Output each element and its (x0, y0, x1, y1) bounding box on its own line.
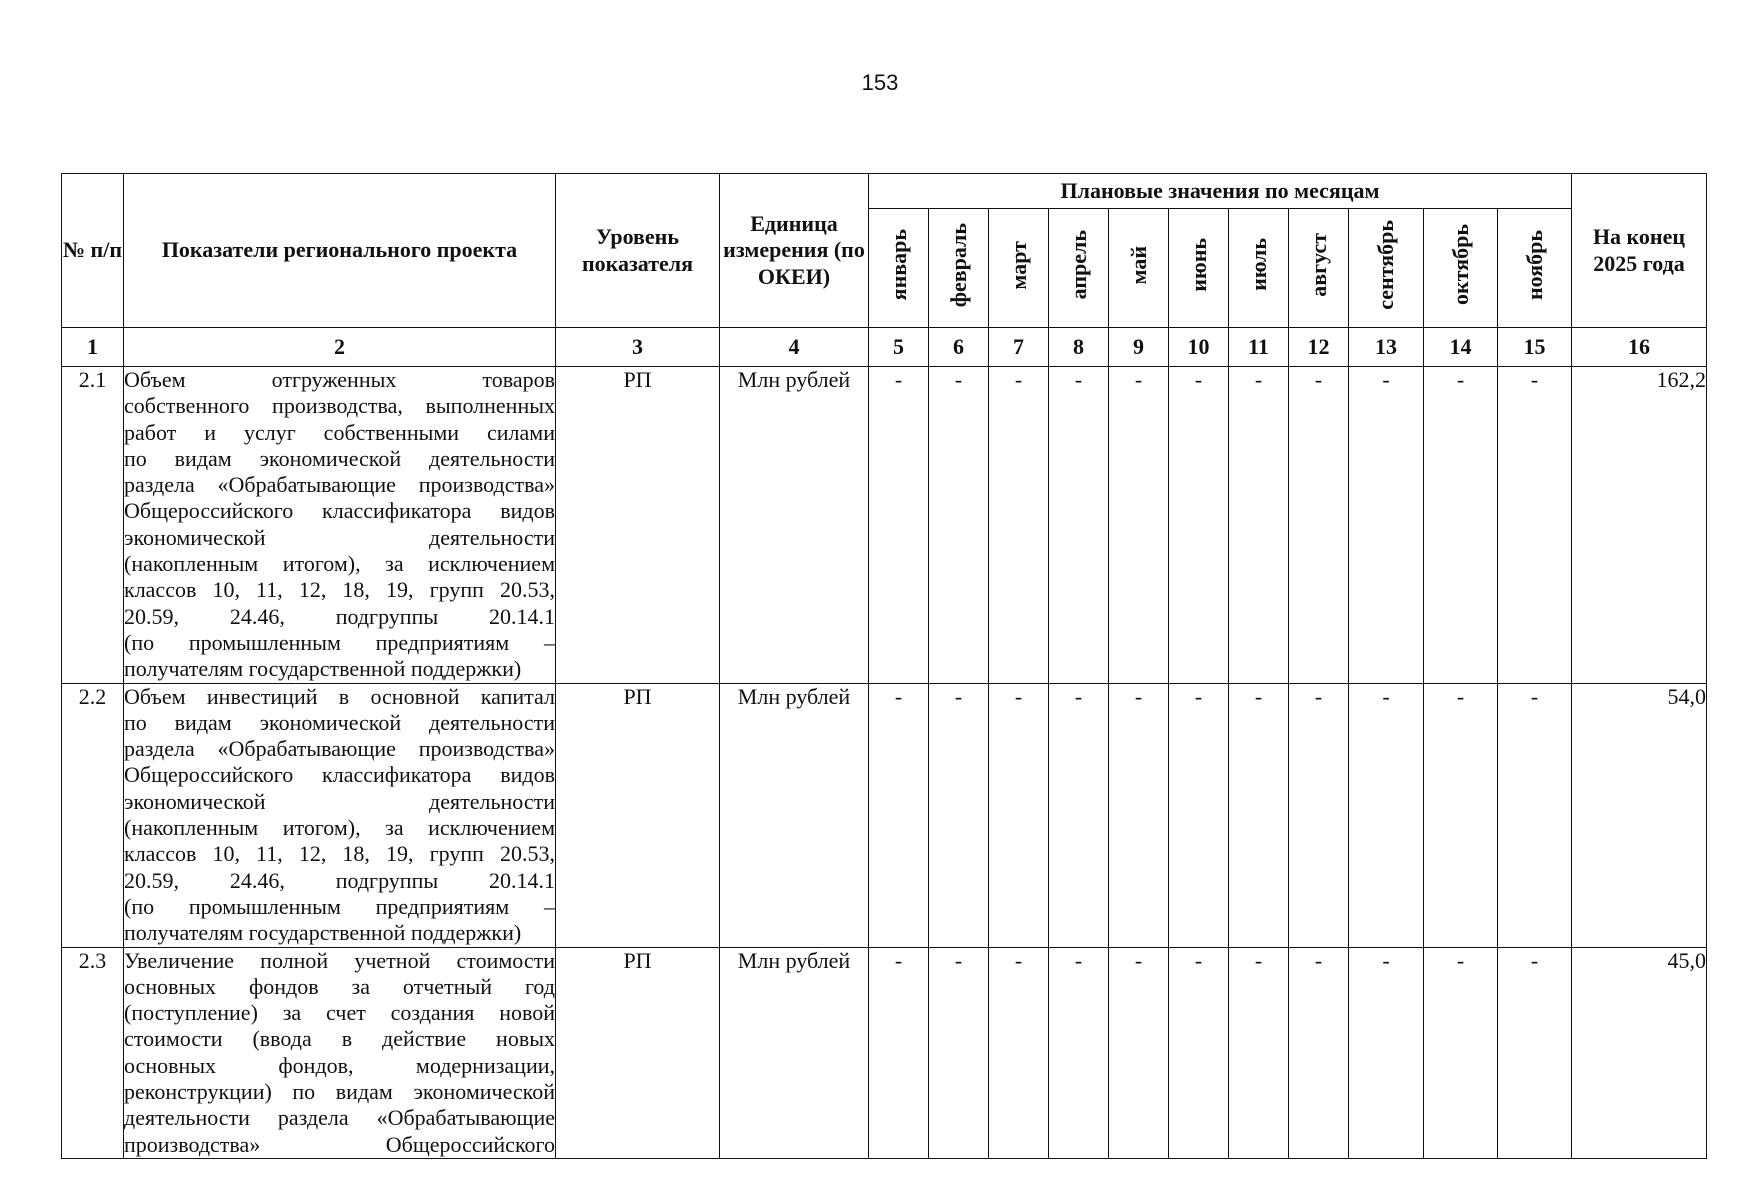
table-row (62, 367, 1707, 684)
indicator-level: РП (556, 683, 720, 947)
column-number: 15 (1498, 328, 1572, 367)
indicator-line: работ и услуг собственными силами (124, 419, 555, 445)
month-value: - (869, 947, 929, 1158)
indicator-line: раздела «Обрабатывающие производства» (124, 472, 555, 498)
indicator-line: по видам экономической деятельности (124, 445, 555, 471)
indicator-line: реконструкции) по видам экономической (124, 1079, 555, 1105)
month-label: июнь (1185, 237, 1211, 292)
indicator-line: экономической деятельности (124, 524, 555, 550)
month-value: - (989, 367, 1049, 684)
plan-values-header: Плановые значения по месяцам (869, 174, 1572, 209)
month-value: - (1424, 367, 1498, 684)
column-number: 10 (1169, 328, 1229, 367)
indicator-level: РП (556, 367, 720, 684)
table-row (62, 683, 1707, 947)
row-number: 2.2 (62, 683, 124, 947)
month-label: январь (885, 229, 911, 301)
month-value: - (869, 683, 929, 947)
indicator-line: 20.59, 24.46, подгруппы 20.14.1 (124, 867, 555, 893)
indicator-name (124, 367, 556, 684)
month-header (1109, 209, 1169, 328)
column-number: 13 (1349, 328, 1424, 367)
month-value: - (1229, 683, 1289, 947)
indicator-line: Общероссийского классификатора видов (124, 762, 555, 788)
indicator-line: (по промышленным предприятиям – (124, 893, 555, 919)
end-value: 45,0 (1572, 947, 1707, 1158)
month-value: - (929, 683, 989, 947)
month-header (1289, 209, 1349, 328)
month-header (1229, 209, 1289, 328)
month-value: - (869, 367, 929, 684)
indicator-line: (накопленным итогом), за исключением (124, 551, 555, 577)
month-header (869, 209, 929, 328)
month-value: - (989, 683, 1049, 947)
column-number: 11 (1229, 328, 1289, 367)
month-label: июль (1245, 238, 1271, 292)
column-number: 2 (124, 328, 556, 367)
indicator-line: производства» Общероссийского (124, 1131, 555, 1157)
month-value: - (1498, 367, 1572, 684)
end-value: 54,0 (1572, 683, 1707, 947)
col-indicator-header: Показатели регионального проекта (124, 174, 556, 328)
month-label: февраль (945, 222, 971, 307)
indicator-line: экономической деятельности (124, 788, 555, 814)
indicator-level: РП (556, 947, 720, 1158)
month-value: - (1289, 683, 1349, 947)
end-value: 162,2 (1572, 367, 1707, 684)
indicator-line: Общероссийского классификатора видов (124, 498, 555, 524)
month-label: апрель (1065, 230, 1091, 300)
indicator-line: стоимости (ввода в действие новых (124, 1026, 555, 1052)
column-number: 12 (1289, 328, 1349, 367)
indicators-table (61, 173, 1707, 1159)
column-number: 4 (720, 328, 869, 367)
month-header (1169, 209, 1229, 328)
month-header (1049, 209, 1109, 328)
table-row (62, 947, 1707, 1158)
month-label: март (1005, 240, 1031, 290)
indicator-line: раздела «Обрабатывающие производства» (124, 736, 555, 762)
column-number: 6 (929, 328, 989, 367)
page-number: 153 (861, 70, 899, 95)
col-level-header: Уровень показателя (556, 174, 720, 328)
month-label: октябрь (1447, 224, 1473, 306)
month-value: - (1049, 947, 1109, 1158)
month-value: - (1229, 947, 1289, 1158)
column-number: 7 (989, 328, 1049, 367)
month-header (929, 209, 989, 328)
month-label: август (1305, 232, 1331, 297)
month-header (989, 209, 1049, 328)
month-value: - (1498, 683, 1572, 947)
unit: Млн рублей (720, 947, 869, 1158)
month-value: - (1424, 947, 1498, 1158)
month-value: - (1109, 683, 1169, 947)
col-unit-header: Единица измерения (по ОКЕИ) (720, 174, 869, 328)
indicator-line: деятельности раздела «Обрабатывающие (124, 1105, 555, 1131)
indicator-line: классов 10, 11, 12, 18, 19, групп 20.53, (124, 841, 555, 867)
month-value: - (1289, 947, 1349, 1158)
month-label: ноябрь (1521, 229, 1547, 300)
month-header (1424, 209, 1498, 328)
col-end-header: На конец 2025 года (1572, 174, 1707, 328)
indicator-line: по видам экономической деятельности (124, 709, 555, 735)
month-value: - (1424, 683, 1498, 947)
column-number: 5 (869, 328, 929, 367)
unit: Млн рублей (720, 367, 869, 684)
month-value: - (989, 947, 1049, 1158)
month-header (1498, 209, 1572, 328)
month-value: - (1169, 683, 1229, 947)
indicator-line: получателям государственной поддержки) (124, 920, 522, 946)
column-number: 1 (62, 328, 124, 367)
month-value: - (1169, 367, 1229, 684)
month-value: - (1349, 683, 1424, 947)
month-value: - (1498, 947, 1572, 1158)
month-value: - (1109, 947, 1169, 1158)
month-value: - (1349, 367, 1424, 684)
row-number: 2.3 (62, 947, 124, 1158)
month-header (1349, 209, 1424, 328)
month-value: - (1109, 367, 1169, 684)
month-value: - (929, 947, 989, 1158)
indicator-line: Увеличение полной учетной стоимости (124, 947, 555, 973)
indicator-name (124, 683, 556, 947)
month-label: май (1125, 245, 1151, 285)
row-number: 2.1 (62, 367, 124, 684)
indicator-line: (поступление) за счет создания новой (124, 1000, 555, 1026)
indicator-line: собственного производства, выполненных (124, 393, 555, 419)
month-value: - (1289, 367, 1349, 684)
column-number: 3 (556, 328, 720, 367)
column-number: 14 (1424, 328, 1498, 367)
month-value: - (929, 367, 989, 684)
month-value: - (1169, 947, 1229, 1158)
indicator-line: основных фондов за отчетный год (124, 973, 555, 999)
indicator-line: Объем инвестиций в основной капитал (124, 683, 555, 709)
month-value: - (1229, 367, 1289, 684)
indicator-line: (накопленным итогом), за исключением (124, 815, 555, 841)
indicator-line: основных фондов, модернизации, (124, 1052, 555, 1078)
indicator-line: (по промышленным предприятиям – (124, 629, 555, 655)
col-no-header: № п/п (62, 174, 124, 328)
month-value: - (1049, 367, 1109, 684)
indicator-line: классов 10, 11, 12, 18, 19, групп 20.53, (124, 577, 555, 603)
indicator-name (124, 947, 556, 1158)
month-value: - (1049, 683, 1109, 947)
indicator-line: получателям государственной поддержки) (124, 656, 522, 682)
month-label: сентябрь (1373, 219, 1398, 310)
month-value: - (1349, 947, 1424, 1158)
unit: Млн рублей (720, 683, 869, 947)
column-number: 8 (1049, 328, 1109, 367)
indicator-line: 20.59, 24.46, подгруппы 20.14.1 (124, 603, 555, 629)
column-number: 9 (1109, 328, 1169, 367)
column-number: 16 (1572, 328, 1707, 367)
indicator-line: Объем отгруженных товаров (124, 367, 555, 392)
